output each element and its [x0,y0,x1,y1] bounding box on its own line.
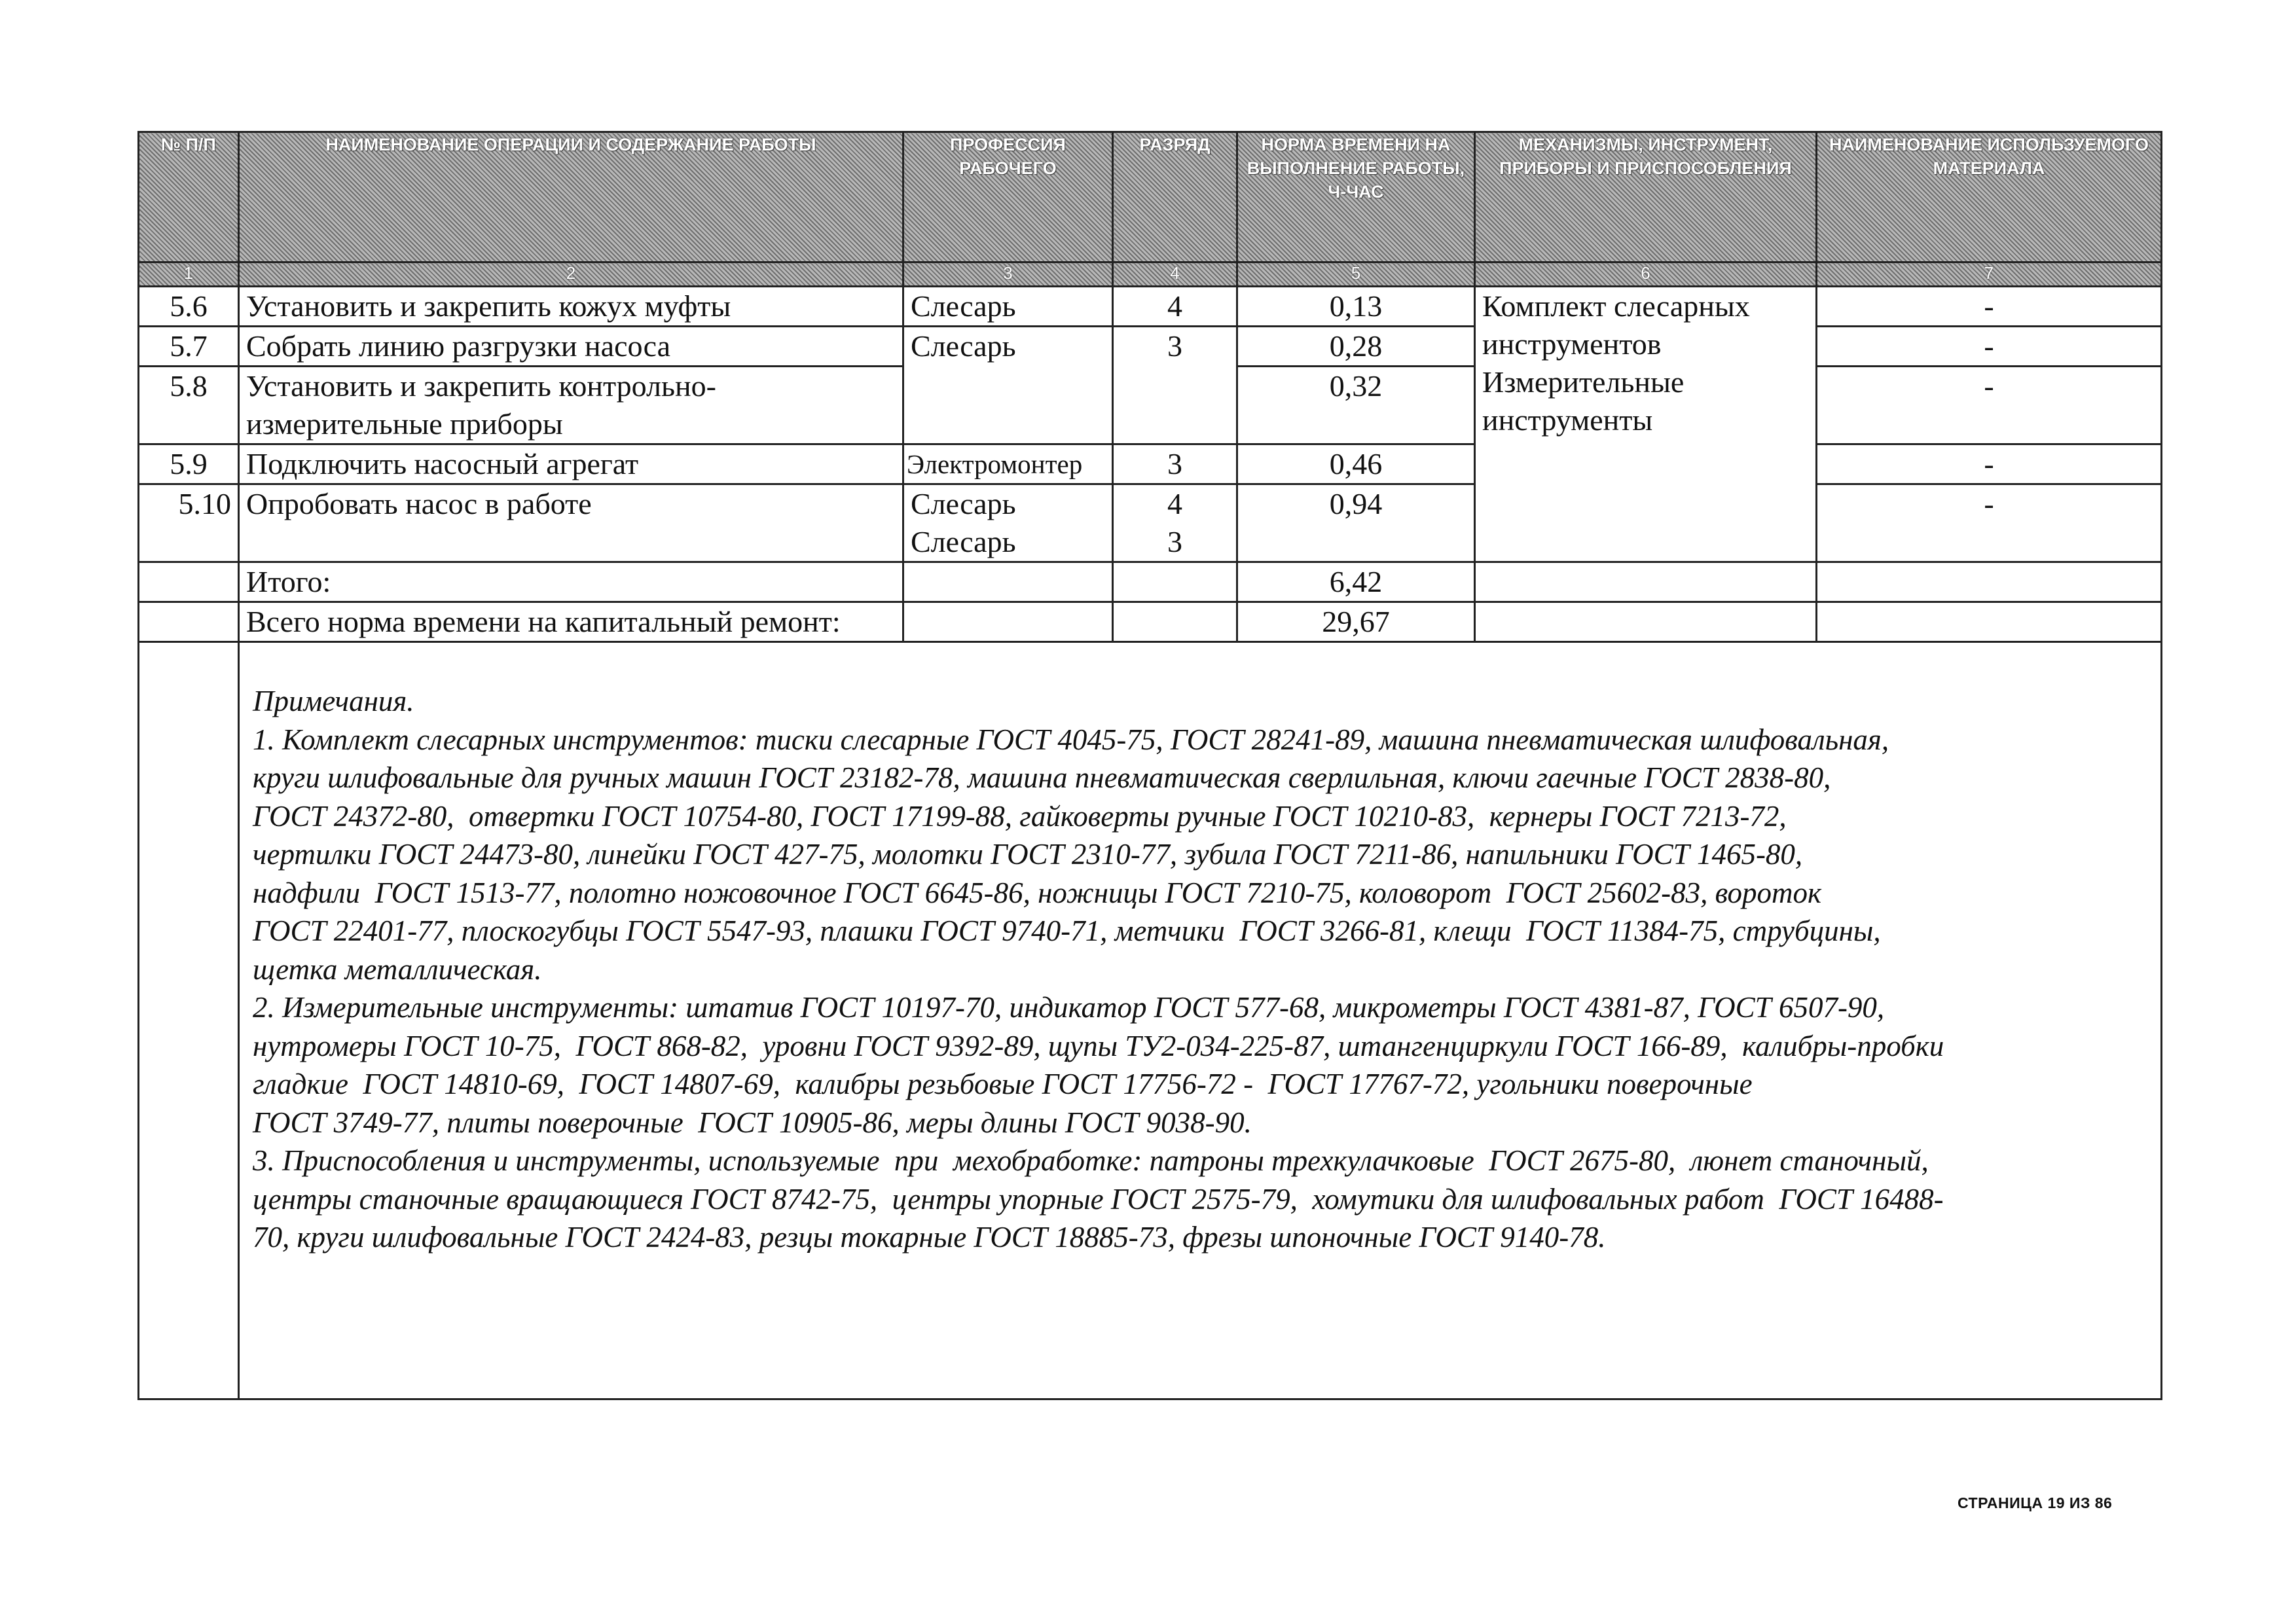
table-header-row [139,132,2162,262]
notes-row [139,642,2162,1399]
table-row [139,327,2162,367]
material: - [1817,367,2162,444]
subtotal-row [139,562,2162,602]
notes-title: Примечания. [253,685,414,717]
column-number-row [139,262,2162,287]
column-number: 5 [1237,262,1475,287]
tools-set: Комплект слесарных инструментов [1482,289,1750,361]
row-number: 5.7 [139,327,239,367]
empty-cell [1113,562,1237,602]
row-number: 5.8 [139,367,239,444]
profession: Слесарь [911,525,1016,558]
column-number: 2 [239,262,903,287]
time-norm: 0,94 [1237,484,1475,562]
row-number: 5.9 [139,444,239,484]
subtotal-label: Итого: [239,562,903,602]
column-number: 4 [1113,262,1237,287]
header-grade: РАЗРЯД [1113,132,1237,262]
operations-table [137,131,2162,1400]
page-number: СТРАНИЦА 19 ИЗ 86 [1958,1494,2113,1511]
empty-cell [903,602,1113,642]
operation-text: Опробовать насос в работе [239,484,903,562]
operation-text: Установить и закрепить контрольно-измерительные приборы [239,367,903,444]
header-tools: МЕХАНИЗМЫ, ИНСТРУМЕНТ, ПРИБОРЫ И ПРИСПОСОБЛЕНИЯ [1475,132,1817,262]
time-norm: 0,46 [1237,444,1475,484]
profession: Электромонтер [903,444,1113,484]
material: - [1817,287,2162,327]
profession: Слесарь [903,327,1113,444]
measuring-tools: Измерительные инструменты [1482,365,1685,437]
total-row [139,602,2162,642]
time-norm: 0,32 [1237,367,1475,444]
row-number: 5.6 [139,287,239,327]
note-2: 2. Измерительные инструменты: штатив ГОСТ 10197-70, индикатор ГОСТ 577-68, микрометры ГОСТ 4381-87, ГОСТ 6507-90, нутромеры ГОСТ 10-75, ГОСТ 868-82, уровни ГОСТ 9392-89, щупы ТУ2-034-225-87, штангенциркули ГОСТ 166-89, калибры-пробки гладкие ГОСТ 14810-69, ГОСТ 14807-69, калибры резьбовые ГОСТ 17756-72 - ГОСТ 17767-72, угольники поверочные ГОСТ 3749-77, плиты поверочные ГОСТ 10905-86, меры длины ГОСТ 9038-90. [253,991,1944,1139]
grade-cell [1113,484,1237,562]
empty-cell [903,562,1113,602]
table-row [139,444,2162,484]
empty-cell [1817,602,2162,642]
material: - [1817,444,2162,484]
note-1: 1. Комплект слесарных инструментов: тиски слесарные ГОСТ 4045-75, ГОСТ 28241-89, машина пневматическая шлифовальная, круги шлифовальные для ручных машин ГОСТ 23182-78, машина пневматическая сверлильная, ключи гаечные ГОСТ 2838-80, ГОСТ 24372-80, отвертки ГОСТ 10754-80, ГОСТ 17199-88, гайковерты ручные ГОСТ 10210-83, кернеры ГОСТ 7213-72, чертилки ГОСТ 24473-80, линейки ГОСТ 427-75, молотки ГОСТ 2310-77, зубила ГОСТ 7211-86, напильники ГОСТ 1465-80, надфили ГОСТ 1513-77, полотно ножовочное ГОСТ 6645-86, ножницы ГОСТ 7210-75, коловорот ГОСТ 25602-83, вороток ГОСТ 22401-77, плоскогубцы ГОСТ 5547-93, плашки ГОСТ 9740-71, метчики ГОСТ 3266-81, клещи ГОСТ 11384-75, струбцины, щетка металлическая. [253,723,1889,986]
grade: 3 [1167,525,1182,558]
table-row [139,287,2162,327]
total-label: Всего норма времени на капитальный ремонт: [239,602,903,642]
empty-cell [1113,602,1237,642]
material: - [1817,484,2162,562]
header-operation: НАИМЕНОВАНИЕ ОПЕРАЦИИ И СОДЕРЖАНИЕ РАБОТЫ [239,132,903,262]
total-value: 29,67 [1237,602,1475,642]
operation-text: Собрать линию разгрузки насоса [239,327,903,367]
tools-cell [1475,287,1817,562]
empty-cell [1475,562,1817,602]
column-number: 3 [903,262,1113,287]
profession: Слесарь [903,287,1113,327]
profession: Слесарь [911,487,1016,520]
header-profession: ПРОФЕССИЯ РАБОЧЕГО [903,132,1113,262]
header-material: НАИМЕНОВАНИЕ ИСПОЛЬЗУЕМОГО МАТЕРИАЛА [1817,132,2162,262]
empty-cell [139,562,239,602]
material: - [1817,327,2162,367]
notes-cell [239,642,2162,1399]
empty-cell [139,642,239,1399]
time-norm: 0,13 [1237,287,1475,327]
grade: 3 [1113,327,1237,444]
grade: 3 [1113,444,1237,484]
empty-cell [139,602,239,642]
operation-text: Подключить насосный агрегат [239,444,903,484]
time-norm: 0,28 [1237,327,1475,367]
empty-cell [1817,562,2162,602]
note-3: 3. Приспособления и инструменты, используемые при мехобработке: патроны трехкулачковые ГОСТ 2675-80, люнет станочный, центры станочные вращающиеся ГОСТ 8742-75, центры упорные ГОСТ 2575-79, хомутики для шлифовальных работ ГОСТ 16488- 70, круги шлифовальные ГОСТ 2424-83, резцы токарные ГОСТ 18885-73, фрезы шпоночные ГОСТ 9140-78. [253,1144,1944,1254]
operation-text: Установить и закрепить кожух муфты [239,287,903,327]
column-number: 6 [1475,262,1817,287]
header-number: № П/П [139,132,239,262]
column-number: 1 [139,262,239,287]
header-time-norm: НОРМА ВРЕМЕНИ НА ВЫПОЛНЕНИЕ РАБОТЫ, Ч-ЧАС [1237,132,1475,262]
row-number: 5.10 [139,484,239,562]
grade: 4 [1113,287,1237,327]
profession-cell [903,484,1113,562]
empty-cell [1475,602,1817,642]
subtotal-value: 6,42 [1237,562,1475,602]
column-number: 7 [1817,262,2162,287]
grade: 4 [1167,487,1182,520]
